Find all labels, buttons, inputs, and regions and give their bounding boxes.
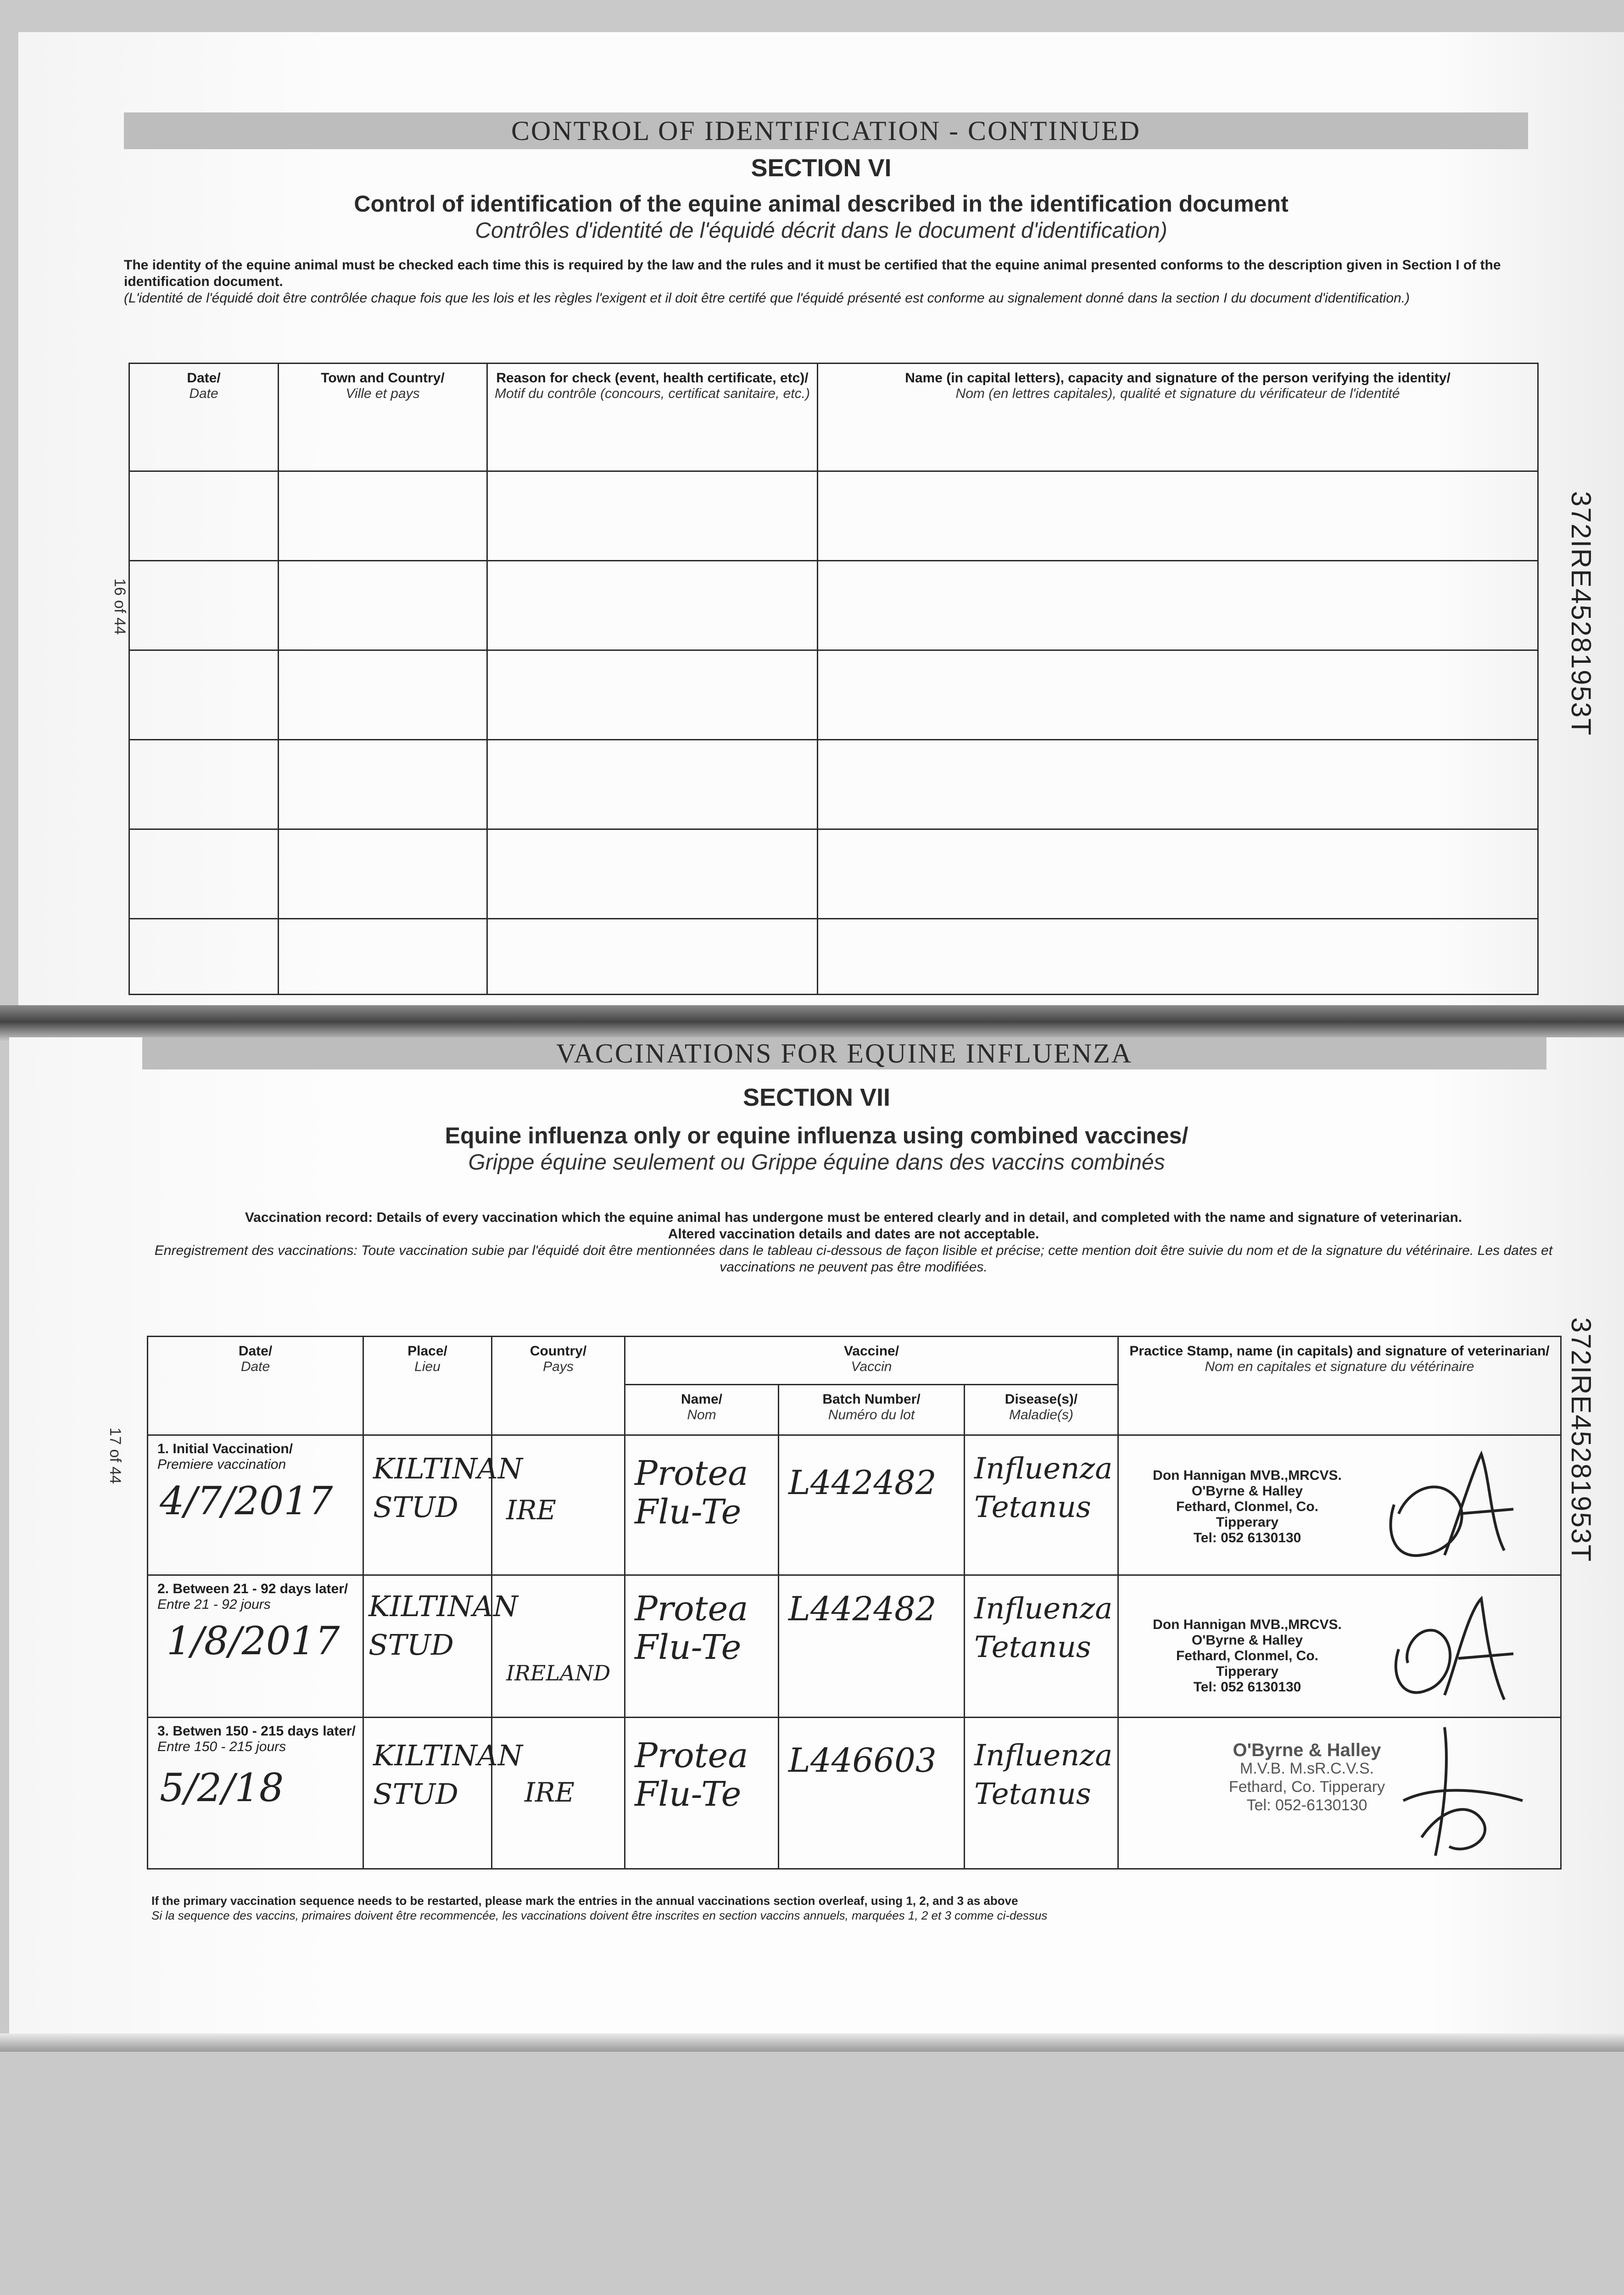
col-verifier-header: Name (in capital letters), capacity and signature of the person verifying the identity/ Nom (en lettres capitales), qualité et signature du vérificateur de l'identité: [818, 364, 1538, 471]
section6-title: SECTION VI: [751, 154, 892, 182]
verifier-cell[interactable]: [818, 471, 1538, 561]
section7-intro-fr: Enregistrement des vaccinations: Toute vaccination subie par l'équidé doit être mentionnées dans le tableau ci-dessous de façon lisible et précise; cette mention doit être suivie du nom et de la signature du vétérinaire. Les dates et vaccinations ne peuvent pas être modifiées.: [154, 1243, 1553, 1275]
table-row: [129, 829, 1538, 919]
col-vaccine-header: Vaccine/ Vaccin: [625, 1337, 1118, 1385]
disease-cell[interactable]: Influenza Tetanus: [965, 1435, 1118, 1575]
date-cell[interactable]: 1. Initial Vaccination/ Premiere vaccination 4/7/2017: [148, 1435, 363, 1575]
section6-intro: [124, 257, 1528, 307]
page-16: [18, 32, 1624, 1010]
vaccination-date: 4/7/2017: [160, 1478, 333, 1523]
date-cell[interactable]: [129, 740, 279, 829]
identification-check-table: [128, 363, 1539, 995]
date-cell[interactable]: [129, 919, 279, 995]
section7-intro-en: Details of every vaccination which the equine animal has undergone must be entered clearly and in detail, and completed with the name and signature of veterinarian.: [376, 1210, 1462, 1225]
town-cell[interactable]: [279, 919, 487, 995]
reason-cell[interactable]: [487, 829, 818, 919]
table-header-row: [129, 364, 1538, 471]
col-date-header: Date/ Date: [148, 1337, 363, 1435]
footnote: [151, 1893, 1565, 1923]
footnote-fr: Si la sequence des vaccins, primaires doivent être recommencée, les vaccinations doivent être inscrites en section vaccins annuels, marquées 1, 2 et 3 comme ci-dessus: [151, 1909, 1048, 1922]
practice-stamp: Don Hannigan MVB.,MRCVS. O'Byrne & Halley Fethard, Clonmel, Co. Tipperary Tel: 052 6130130: [1153, 1468, 1342, 1545]
vaccination-date: 5/2/18: [160, 1765, 284, 1810]
table-row: [129, 650, 1538, 740]
verifier-cell[interactable]: [818, 650, 1538, 740]
vaccine-name-cell[interactable]: Protea Flu-Te: [625, 1718, 779, 1869]
reason-cell[interactable]: [487, 561, 818, 650]
place-cell[interactable]: KILTINAN STUD: [363, 1575, 492, 1718]
col-place-header: Place/ Lieu: [363, 1337, 492, 1435]
document-bottom-edge: [0, 2033, 1624, 2052]
reason-cell[interactable]: [487, 919, 818, 995]
date-cell[interactable]: [129, 471, 279, 561]
document-reference-top: 372IRE45281953T: [1566, 491, 1596, 736]
table-row: [129, 919, 1538, 995]
date-cell[interactable]: 3. Betwen 150 - 215 days later/ Entre 150 - 215 jours 5/2/18: [148, 1718, 363, 1869]
town-cell[interactable]: [279, 561, 487, 650]
town-cell[interactable]: [279, 650, 487, 740]
section7-subtitle-en: Equine influenza only or equine influenza using combined vaccines/: [445, 1123, 1189, 1148]
section6-subtitle-fr: Contrôles d'identité de l'équidé décrit dans le document d'identification): [475, 218, 1167, 243]
verifier-cell[interactable]: [818, 740, 1538, 829]
practice-stamp: O'Byrne & Halley M.V.B. M.sR.C.V.S. Fethard, Co. Tipperary Tel: 052-6130130: [1228, 1740, 1385, 1814]
reason-cell[interactable]: [487, 740, 818, 829]
batch-cell[interactable]: L442482: [779, 1435, 965, 1575]
col-name-header: Name/ Nom: [625, 1385, 779, 1435]
verifier-cell[interactable]: [818, 561, 1538, 650]
section6-intro-en: The identity of the equine animal must be checked each time this is required by the law and the rules and it must be certified that the equine animal presented conforms to the description given in Section I of the identification document.: [124, 257, 1501, 289]
disease-cell[interactable]: Influenza Tetanus: [965, 1718, 1118, 1869]
vaccination-date: 1/8/2017: [167, 1618, 340, 1663]
date-cell[interactable]: 2. Between 21 - 92 days later/ Entre 21 - 92 jours 1/8/2017: [148, 1575, 363, 1718]
town-cell[interactable]: [279, 471, 487, 561]
stamp-cell[interactable]: [1118, 1718, 1561, 1869]
col-disease-header: Disease(s)/ Maladie(s): [965, 1385, 1118, 1435]
verifier-cell[interactable]: [818, 919, 1538, 995]
vaccination-table: [147, 1336, 1562, 1870]
practice-stamp: Don Hannigan MVB.,MRCVS. O'Byrne & Halley Fethard, Clonmel, Co. Tipperary Tel: 052 6130130: [1153, 1617, 1342, 1695]
stamp-cell[interactable]: [1118, 1575, 1561, 1718]
col-batch-header: Batch Number/ Numéro du lot: [779, 1385, 965, 1435]
col-town-header: Town and Country/ Ville et pays: [279, 364, 487, 471]
date-cell[interactable]: [129, 829, 279, 919]
town-cell[interactable]: [279, 829, 487, 919]
country-cell[interactable]: IRE: [492, 1435, 625, 1575]
reason-cell[interactable]: [487, 471, 818, 561]
col-reason-header: Reason for check (event, health certificate, etc)/ Motif du contrôle (concours, certificat sanitaire, etc.): [487, 364, 818, 471]
place-cell[interactable]: KILTINAN STUD: [363, 1435, 492, 1575]
table-row: [129, 561, 1538, 650]
veterinarian-signature: [1376, 1585, 1532, 1713]
col-date-header: Date/ Date: [129, 364, 279, 471]
section7-intro: [147, 1209, 1560, 1276]
stamp-cell[interactable]: [1118, 1435, 1561, 1575]
footnote-en: If the primary vaccination sequence needs to be restarted, please mark the entries in the annual vaccinations section overleaf, using 1, 2, and 3 as above: [151, 1894, 1018, 1908]
vaccination-row-3: [148, 1718, 1561, 1869]
disease-cell[interactable]: Influenza Tetanus: [965, 1575, 1118, 1718]
section7-subtitle-fr: Grippe équine seulement ou Grippe équine dans des vaccins combinés: [468, 1150, 1165, 1175]
section6-intro-fr: (L'identité de l'équidé doit être contrôlée chaque fois que les lois et les règles l'exigent et il doit être certifé que l'équidé présenté est conforme au signalement donné dans la section I du document d'identification.): [124, 291, 1410, 306]
veterinarian-signature: [1367, 1440, 1532, 1573]
table-row: [129, 471, 1538, 561]
country-cell[interactable]: IRE: [492, 1718, 625, 1869]
vaccination-row-1: [148, 1435, 1561, 1575]
vaccination-header-row-1: [148, 1337, 1561, 1385]
town-cell[interactable]: [279, 740, 487, 829]
page-number-16: 16 of 44: [111, 578, 128, 635]
place-cell[interactable]: KILTINAN STUD: [363, 1718, 492, 1869]
section7-intro-en2: Altered vaccination details and dates are not acceptable.: [668, 1226, 1039, 1242]
document-reference-bottom: 372IRE45281953T: [1566, 1317, 1596, 1562]
vaccine-name-cell[interactable]: Protea Flu-Te: [625, 1435, 779, 1575]
col-country-header: Country/ Pays: [492, 1337, 625, 1435]
batch-cell[interactable]: L446603: [779, 1718, 965, 1869]
vaccine-name-cell[interactable]: Protea Flu-Te: [625, 1575, 779, 1718]
date-cell[interactable]: [129, 650, 279, 740]
section6-subtitle-en: Control of identification of the equine animal described in the identification document: [354, 191, 1289, 217]
date-cell[interactable]: [129, 561, 279, 650]
section7-title: SECTION VII: [742, 1084, 891, 1111]
page-fold: [0, 1005, 1624, 1042]
page-17: [9, 1037, 1624, 2038]
veterinarian-signature: [1376, 1718, 1541, 1865]
country-cell[interactable]: IRELAND: [492, 1575, 625, 1718]
page-number-17: 17 of 44: [106, 1427, 124, 1484]
section7-intro-label: Vaccination record:: [245, 1210, 373, 1225]
col-stamp-header: Practice Stamp, name (in capitals) and signature of veterinarian/ Nom en capitales et signature du vétérinaire: [1118, 1337, 1561, 1435]
section6-banner: CONTROL OF IDENTIFICATION - CONTINUED: [124, 112, 1528, 149]
verifier-cell[interactable]: [818, 829, 1538, 919]
batch-cell[interactable]: L442482: [779, 1575, 965, 1718]
reason-cell[interactable]: [487, 650, 818, 740]
section7-banner: VACCINATIONS FOR EQUINE INFLUENZA: [142, 1037, 1546, 1069]
vaccination-row-2: [148, 1575, 1561, 1718]
table-row: [129, 740, 1538, 829]
